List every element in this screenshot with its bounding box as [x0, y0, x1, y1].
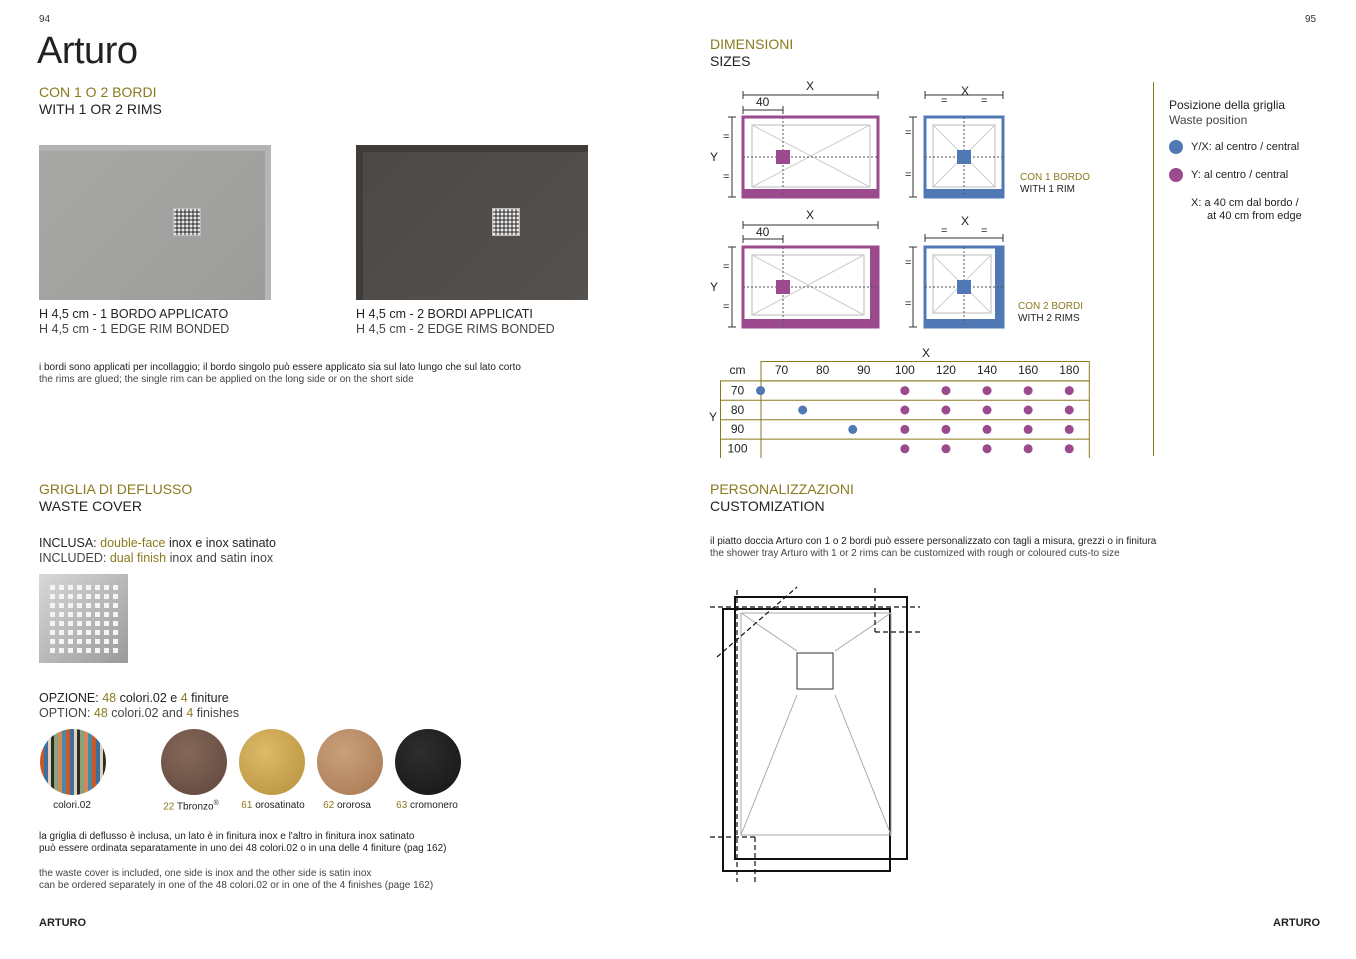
diagram-eq: = [723, 131, 730, 143]
diagram-40-label: 40 [756, 95, 770, 109]
table-col-header: 90 [857, 363, 871, 377]
perforation [68, 621, 73, 626]
diagram-eq: = [941, 95, 948, 107]
table-col-header: 70 [774, 363, 789, 377]
perforation [68, 630, 73, 635]
perforation [50, 648, 55, 653]
perforation [77, 594, 82, 599]
swatch-ororosa [317, 729, 383, 795]
option-it [39, 691, 229, 706]
table-dot-magenta [900, 425, 909, 434]
perforation [68, 648, 73, 653]
table-dot-magenta [900, 386, 909, 395]
tray2-caption-it: H 4,5 cm - 2 BORDI APPLICATI [356, 307, 533, 321]
tray-dark-image [356, 145, 588, 300]
perforation [50, 630, 55, 635]
perforation [68, 594, 73, 599]
perforation [104, 594, 109, 599]
tray1-caption-en: H 4,5 cm - 1 EDGE RIM BONDED [39, 322, 230, 336]
table-y-label: Y [709, 410, 718, 424]
perforation [50, 594, 55, 599]
tray-rim-top [356, 145, 588, 152]
perforation [68, 603, 73, 608]
option-label: OPZIONE: [39, 691, 103, 705]
perforation [50, 639, 55, 644]
perforation [59, 603, 64, 608]
table-x-label: X [922, 346, 931, 360]
table-row-header: 70 [730, 383, 745, 398]
page-number-right: 95 [1305, 14, 1317, 25]
perforation [113, 621, 118, 626]
perforation [77, 612, 82, 617]
perforation [59, 612, 64, 617]
rims-note-it: i bordi sono applicati per incollaggio; il bordo singolo può essere applicato sia sul lato lungo che sul lato corto [39, 362, 521, 373]
perforation [95, 639, 100, 644]
table-dot-magenta [941, 425, 950, 434]
perforation [104, 612, 109, 617]
rims-heading-it: CON 1 O 2 BORDI [39, 84, 157, 100]
table-row-header: 90 [730, 422, 745, 437]
option-number: 4 [180, 691, 188, 705]
perforation [95, 594, 100, 599]
perforation [59, 621, 64, 626]
drain-icon [492, 208, 520, 236]
perforation [86, 603, 91, 608]
diagram-y-label: Y [710, 280, 719, 294]
perforation [59, 648, 64, 653]
waste-heading-en: WASTE COVER [39, 498, 142, 514]
option-en [39, 706, 239, 721]
swatch-cromonero [395, 729, 461, 795]
table-dot-magenta [1065, 406, 1074, 415]
table-dot-magenta [1024, 444, 1033, 453]
diagram-eq: = [981, 95, 988, 107]
sizes-heading-en: SIZES [710, 53, 751, 69]
table-dot-magenta [941, 444, 950, 453]
legend-key: Y: [1191, 169, 1201, 181]
tray-rim [265, 145, 271, 300]
diagram-eq: = [723, 301, 730, 313]
perforation [77, 621, 82, 626]
legend-title-it: Posizione della griglia [1169, 98, 1286, 112]
table-dot-magenta [1024, 425, 1033, 434]
perforation [59, 594, 64, 599]
perforation [50, 603, 55, 608]
swatch-name: ororosa [334, 800, 371, 811]
swatch-name: orosatinato [252, 800, 305, 811]
tray-rim-left [356, 145, 363, 300]
perforation [86, 612, 91, 617]
table-dot-blue [798, 406, 807, 415]
rim2-label-en: WITH 2 RIMS [1018, 313, 1080, 324]
included-it [39, 536, 276, 551]
perforation [113, 612, 118, 617]
perforation [95, 612, 100, 617]
perforation [113, 639, 118, 644]
footer-left: ARTURO [39, 917, 87, 929]
swatch-name: cromonero [407, 800, 458, 811]
waste-note-en-2: can be ordered separately in one of the 48 colori.02 or in one of the 4 finishes (page 162) [39, 880, 434, 891]
included-en [39, 551, 273, 566]
diagram-x-label: X [806, 79, 815, 93]
perforation [113, 585, 118, 590]
perforation [95, 603, 100, 608]
custom-note-it: il piatto doccia Arturo con 1 o 2 bordi può essere personalizzato con tagli a misura, grezzi o in finitura [710, 536, 1157, 547]
size-table [720, 361, 1094, 458]
table-col-header: 180 [1059, 363, 1080, 377]
rim2-label-it: CON 2 BORDI [1018, 301, 1084, 312]
included-label: INCLUDED: [39, 551, 110, 565]
customization-drawing [705, 585, 930, 885]
swatch-tbronzo [161, 729, 227, 795]
table-col-header: 160 [1018, 363, 1039, 377]
included-accent: double-face [100, 536, 166, 550]
diagram-eq: = [941, 225, 948, 237]
perforation [86, 594, 91, 599]
table-dot-magenta [1024, 406, 1033, 415]
table-dot-magenta [983, 444, 992, 453]
rim1-label-en: WITH 1 RIM [1020, 184, 1075, 195]
legend-yx [1191, 141, 1299, 154]
diagram-x-label: X [806, 208, 815, 222]
diagram-x-label: X [961, 214, 970, 228]
table-header-border [761, 362, 1089, 381]
sizes-heading-it: DIMENSIONI [710, 36, 794, 52]
included-rest: inox and satin inox [166, 551, 274, 565]
table-dot-magenta [983, 406, 992, 415]
custom-heading-it: PERSONALIZZAZIONI [710, 481, 854, 497]
option-text: finishes [193, 706, 240, 720]
perforation [86, 648, 91, 653]
diagram-x-label: X [961, 84, 970, 98]
legend-text: a 40 cm dal bordo / [1201, 197, 1299, 209]
legend-key: X: [1191, 197, 1202, 209]
perforation [104, 630, 109, 635]
tray-diagram-4 [925, 247, 1003, 327]
legend-divider [1153, 82, 1154, 456]
diagram-eq: = [905, 257, 912, 269]
drain-icon [173, 208, 201, 236]
perforation [77, 603, 82, 608]
waste-cover-grid [39, 574, 128, 663]
diagram-eq: = [723, 261, 730, 273]
table-dot-magenta [900, 406, 909, 415]
perforation [113, 603, 118, 608]
perforation [95, 648, 100, 653]
table-dot-magenta [1065, 386, 1074, 395]
swatch-orosatinato [239, 729, 305, 795]
table-row-header: 80 [730, 402, 745, 417]
perforation [86, 585, 91, 590]
diagram-eq: = [905, 298, 912, 310]
swatch-sup: ® [213, 800, 219, 807]
perforation [113, 630, 118, 635]
option-text: colori.02 and [107, 706, 187, 720]
tray-diagram-3 [743, 247, 878, 327]
diagram-eq: = [981, 225, 988, 237]
diagram-eq: = [905, 169, 912, 181]
option-number: 48 [102, 691, 117, 705]
table-col-header: 120 [935, 363, 956, 377]
option-number: 48 [93, 706, 108, 720]
option-label: OPTION: [39, 706, 94, 720]
table-dot-magenta [1024, 386, 1033, 395]
table-dot-blue [848, 425, 857, 434]
swatch-code: 63 [396, 800, 408, 811]
perforation [95, 630, 100, 635]
perforation [77, 639, 82, 644]
table-dot-magenta [900, 444, 909, 453]
perforation [68, 639, 73, 644]
perforation [86, 639, 91, 644]
option-text: colori.02 e [116, 691, 181, 705]
table-dot-magenta [1065, 444, 1074, 453]
perforation [77, 630, 82, 635]
table-dot-magenta [941, 406, 950, 415]
table-dot-magenta [983, 386, 992, 395]
page-number-left: 94 [39, 14, 51, 25]
rims-heading-en: WITH 1 OR 2 RIMS [39, 101, 162, 117]
table-unit: cm [729, 363, 746, 377]
table-col-header: 140 [977, 363, 998, 377]
table-col-header: 100 [894, 363, 915, 377]
tray-rim-top [39, 145, 271, 151]
perforation [113, 648, 118, 653]
included-rest: inox e inox satinato [165, 536, 276, 550]
legend-y [1191, 169, 1288, 182]
swatch-name: Tbronzo [174, 801, 214, 813]
legend-text: al centro / central [1200, 169, 1289, 181]
legend-title-en: Waste position [1169, 113, 1248, 127]
swatch-code: 61 [241, 800, 253, 811]
waste-note-it-2: può essere ordinata separatamente in uno dei 48 colori.02 o in una delle 4 finiture (pag 162) [39, 843, 447, 854]
perforation [59, 639, 64, 644]
perforation [104, 639, 109, 644]
perforation [104, 603, 109, 608]
swatch-colori [40, 729, 106, 795]
table-dot-magenta [941, 386, 950, 395]
perforation [77, 585, 82, 590]
swatch-code: 22 [163, 801, 175, 813]
legend-x-2: at 40 cm from edge [1207, 210, 1302, 222]
included-accent: dual finish [109, 551, 167, 565]
perforation [104, 585, 109, 590]
legend-magenta-dot [1169, 168, 1183, 182]
waste-note-en-1: the waste cover is included, one side is inox and the other side is satin inox [39, 868, 372, 879]
diagram-eq: = [723, 171, 730, 183]
custom-note-en: the shower tray Arturo with 1 or 2 rims can be customized with rough or coloured cuts-to size [710, 548, 1120, 559]
perforation [50, 621, 55, 626]
custom-heading-en: CUSTOMIZATION [710, 498, 825, 514]
swatch-code: 62 [323, 800, 335, 811]
perforation [95, 621, 100, 626]
legend-key: Y/X: [1191, 141, 1212, 153]
perforation [68, 585, 73, 590]
page-title: Arturo [37, 30, 138, 72]
perforation [68, 612, 73, 617]
diagram-eq: = [905, 127, 912, 139]
perforation [104, 621, 109, 626]
tray2-caption-en: H 4,5 cm - 2 EDGE RIMS BONDED [356, 322, 555, 336]
option-text: finiture [187, 691, 229, 705]
perforation [77, 648, 82, 653]
perforation [113, 594, 118, 599]
diagram-y-label: Y [710, 150, 719, 164]
legend-blue-dot [1169, 140, 1183, 154]
table-dot-magenta [1065, 425, 1074, 434]
perforation [59, 630, 64, 635]
table-row-header: 100 [727, 441, 748, 456]
rim1-label-it: CON 1 BORDO [1020, 172, 1091, 183]
swatch-label [17, 800, 127, 811]
tray-grey-image [39, 145, 271, 300]
perforation [50, 585, 55, 590]
perforation [59, 585, 64, 590]
perforation [95, 585, 100, 590]
legend-x [1191, 197, 1299, 210]
table-dot-blue [756, 386, 765, 395]
tray-diagram-2 [925, 117, 1003, 197]
table-col-header: 80 [815, 363, 830, 377]
rims-note-en: the rims are glued; the single rim can be applied on the long side or on the short side [39, 374, 414, 385]
legend-text: al centro / central [1211, 141, 1300, 153]
included-label: INCLUSA: [39, 536, 101, 550]
waste-note-it-1: la griglia di deflusso è inclusa, un lato è in finitura inox e l'altro in finitura inox satinato [39, 831, 415, 842]
table-dot-magenta [983, 425, 992, 434]
perforation [86, 630, 91, 635]
perforation [50, 612, 55, 617]
tray-diagram-1 [743, 117, 878, 197]
perforation [104, 648, 109, 653]
swatch-name: colori.02 [53, 800, 91, 811]
footer-right: ARTURO [1273, 917, 1321, 929]
waste-cover-image [39, 574, 128, 663]
tray1-caption-it: H 4,5 cm - 1 BORDO APPLICATO [39, 307, 229, 321]
option-number: 4 [186, 706, 194, 720]
perforation [86, 621, 91, 626]
diagram-40-label: 40 [756, 225, 770, 239]
waste-heading-it: GRIGLIA DI DEFLUSSO [39, 481, 193, 497]
swatch-label [372, 800, 482, 811]
